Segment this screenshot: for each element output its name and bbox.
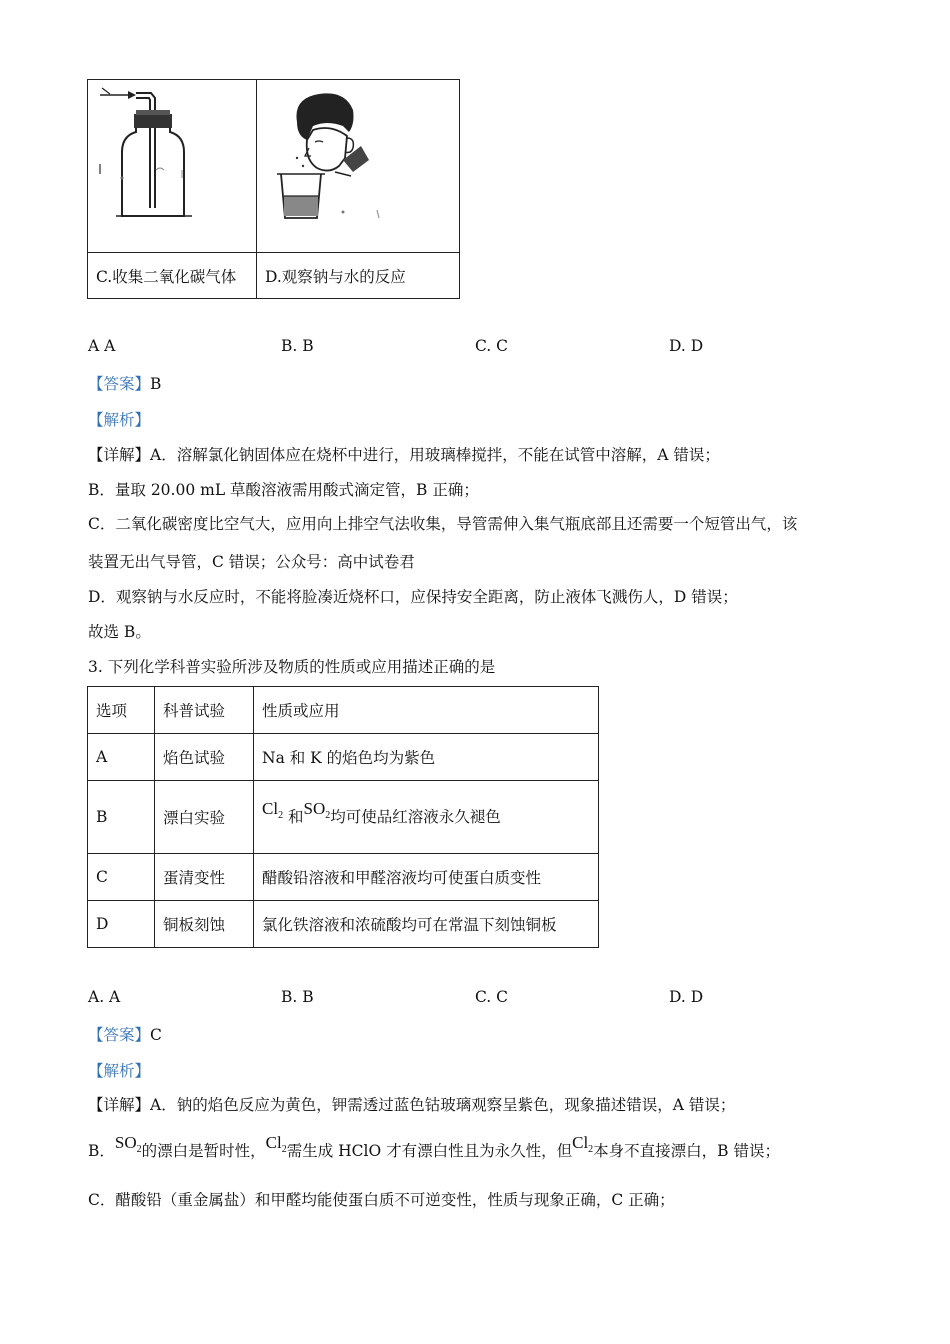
- q3-stem: 3. 下列化学科普实验所涉及物质的性质或应用描述正确的是: [88, 658, 496, 676]
- header-option: 选项: [88, 687, 155, 734]
- q3-option-c: C. C: [475, 988, 509, 1006]
- answer-value: B: [150, 375, 162, 393]
- detail-label: 【详解】: [88, 1096, 151, 1114]
- gas-bottle-figure-cell: [88, 80, 257, 253]
- q2-option-a: A A: [88, 337, 116, 355]
- detail-a-text: A．钠的焰色反应为黄色，钾需透过蓝色钴玻璃观察呈紫色，现象描述错误，A 错误；: [150, 1096, 736, 1114]
- gas-bottle-figure: [88, 80, 256, 248]
- table-row: [88, 854, 599, 901]
- row-c-property: 醋酸铅溶液和甲醛溶液均可使蛋白质变性: [254, 854, 599, 901]
- q2-detail-a: [88, 443, 720, 465]
- q2-option-table: [87, 79, 460, 299]
- table-row: [88, 734, 599, 781]
- row-a-experiment: 焰色试验: [155, 734, 254, 781]
- q3-detail-c: C．醋酸铅（重金属盐）和甲醛均能使蛋白质不可逆变性，性质与现象正确，C 正确；: [88, 1191, 675, 1209]
- q2-detail-d: D．观察钠与水反应时，不能将脸凑近烧杯口，应保持安全距离，防止液体飞溅伤人，D 错误；: [88, 588, 738, 606]
- q2-answer: [88, 372, 161, 394]
- q3-table: [87, 686, 599, 948]
- table-row: [88, 781, 599, 854]
- row-d-experiment: 铜板刻蚀: [155, 901, 254, 948]
- row-c-option: C: [88, 854, 155, 901]
- row-d-option: D: [88, 901, 155, 948]
- row-b-property: $Cl_2$ 和$SO_2$均可使品红溶液永久褪色: [254, 781, 599, 854]
- header-experiment: 科普试验: [155, 687, 254, 734]
- q3-option-b: B. B: [281, 988, 314, 1006]
- table-header-row: [88, 687, 599, 734]
- q2-conclusion: 故选 B。: [88, 623, 151, 641]
- sulfur-dioxide-formula: $SO_2$: [114, 1133, 142, 1155]
- answer-label: 【答案】: [88, 375, 151, 393]
- q2-analysis-label: 【解析】: [88, 411, 151, 429]
- q2-option-d: D. D: [669, 337, 704, 355]
- q2-option-c: C. C: [475, 337, 509, 355]
- answer-value: C: [150, 1026, 162, 1044]
- answer-label: 【答案】: [88, 1026, 151, 1044]
- q2-detail-c-line1: C．二氧化碳密度比空气大，应用向上排空气法收集，导管需伸入集气瓶底部且还需要一个短管出气，该: [88, 515, 798, 533]
- q3-answer: [88, 1023, 162, 1045]
- detail-a-text: A．溶解氯化钠固体应在烧杯中进行，用玻璃棒搅拌，不能在试管中溶解，A 错误；: [150, 446, 720, 464]
- option-c-caption: C.收集二氧化碳气体: [88, 253, 257, 299]
- q3-option-a: A. A: [88, 988, 121, 1006]
- q3-detail-a: [88, 1093, 735, 1115]
- q3-detail-b: B．$SO_2$的漂白是暂时性，$Cl_2$需生成 HClO 才有漂白性且为永久性，但$Cl_2$本身不直接漂白，B 错误；: [88, 1133, 780, 1160]
- chlorine-formula: $Cl_2$: [265, 1133, 287, 1155]
- sulfur-dioxide-formula: $SO_2$: [303, 799, 331, 821]
- q2-detail-c-line2: 装置无出气导管，C 错误；公众号：高中试卷君: [88, 553, 415, 571]
- header-property: 性质或应用: [254, 687, 599, 734]
- table-row: [88, 901, 599, 948]
- q2-option-b: B. B: [281, 337, 314, 355]
- q2-detail-b: B．量取 20.00 mL 草酸溶液需用酸式滴定管，B 正确；: [88, 481, 479, 499]
- chlorine-formula: $Cl_2$: [572, 1133, 594, 1155]
- option-d-caption: D.观察钠与水的反应: [257, 253, 460, 299]
- face-over-beaker-figure: [257, 80, 457, 248]
- row-b-option: B: [88, 781, 155, 854]
- row-b-experiment: 漂白实验: [155, 781, 254, 854]
- face-beaker-figure-cell: [257, 80, 460, 253]
- q3-option-d: D. D: [669, 988, 704, 1006]
- row-a-property: Na 和 K 的焰色均为紫色: [254, 734, 599, 781]
- row-a-option: A: [88, 734, 155, 781]
- detail-label: 【详解】: [88, 446, 151, 464]
- row-c-experiment: 蛋清变性: [155, 854, 254, 901]
- chlorine-formula: $Cl_2$: [262, 799, 284, 821]
- row-d-property: 氯化铁溶液和浓硫酸均可在常温下刻蚀铜板: [254, 901, 599, 948]
- q3-analysis-label: 【解析】: [88, 1062, 151, 1080]
